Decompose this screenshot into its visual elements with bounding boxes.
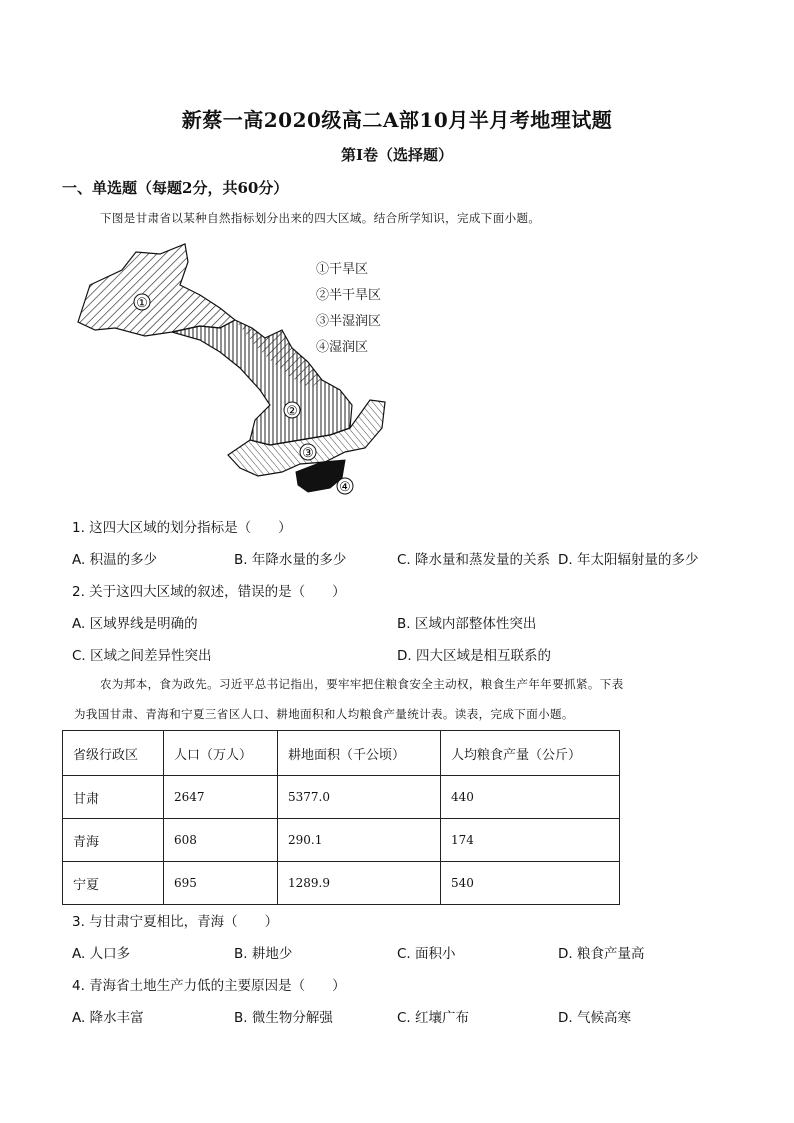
question-3-option-c: C. 面积小 [397, 946, 456, 962]
table-row [63, 862, 620, 905]
table-header-cell: 省级行政区 [63, 731, 164, 776]
question-3-stem: 3. 与甘肃宁夏相比，青海（ ） [72, 914, 279, 930]
question-1-option-a: A. 积温的多少 [72, 552, 158, 568]
legend-arid: ①干旱区 [316, 262, 369, 277]
region-arid [78, 244, 235, 336]
table-cell: 2647 [164, 776, 278, 819]
marker-2: ② [286, 404, 298, 419]
question-4-stem: 4. 青海省土地生产力低的主要原因是（ ） [72, 978, 346, 994]
table-header-cell: 人均粮食产量（公斤） [441, 731, 620, 776]
table-cell: 5377.0 [278, 776, 441, 819]
table-row [63, 776, 620, 819]
table-header-row [63, 731, 620, 776]
question-2-option-a: A. 区域界线是明确的 [72, 616, 198, 632]
table-row [63, 819, 620, 862]
intro-text: 下图是甘肃省以某种自然指标划分出来的四大区域。结合所学知识，完成下面小题。 [100, 211, 541, 225]
table-header-cell: 人口（万人） [164, 731, 278, 776]
table-cell: 174 [441, 819, 620, 862]
gansu-region-map [60, 240, 400, 500]
intro-text-2-line-2: 为我国甘肃、青海和宁夏三省区人口、耕地面积和人均粮食产量统计表。读表，完成下面小题。 [74, 707, 574, 721]
table-cell: 608 [164, 819, 278, 862]
question-4-option-b: B. 微生物分解强 [234, 1010, 333, 1026]
legend-semi-humid: ③半湿润区 [316, 314, 382, 329]
question-2-option-b: B. 区域内部整体性突出 [397, 616, 537, 632]
question-1-option-c: C. 降水量和蒸发量的关系 [397, 552, 551, 568]
question-3-option-a: A. 人口多 [72, 946, 131, 962]
marker-1: ① [136, 296, 148, 311]
table-cell: 宁夏 [63, 862, 164, 905]
section-heading: 一、单选题（每题2分，共60分） [62, 179, 289, 197]
question-4-option-d: D. 气候高寒 [558, 1010, 631, 1026]
question-4-option-a: A. 降水丰富 [72, 1010, 144, 1026]
table-cell: 青海 [63, 819, 164, 862]
table-cell: 695 [164, 862, 278, 905]
marker-3: ③ [302, 446, 314, 461]
question-2-option-c: C. 区域之间差异性突出 [72, 648, 212, 664]
legend-semi-arid: ②半干旱区 [316, 288, 382, 303]
volume-subtitle: 第I卷（选择题） [340, 146, 454, 164]
table-cell: 540 [441, 862, 620, 905]
question-1-stem: 1. 这四大区域的划分指标是（ ） [72, 520, 292, 536]
legend-humid: ④湿润区 [316, 340, 369, 355]
question-3-option-b: B. 耕地少 [234, 946, 293, 962]
marker-4: ④ [339, 480, 351, 495]
question-4-option-c: C. 红壤广布 [397, 1010, 470, 1026]
table-cell: 甘肃 [63, 776, 164, 819]
table-header-cell: 耕地面积（千公顷） [278, 731, 441, 776]
question-1-option-b: B. 年降水量的多少 [234, 552, 347, 568]
statistics-table [62, 730, 620, 905]
page-title: 新蔡一高2020级高二A部10月半月考地理试题 [181, 108, 613, 132]
table-cell: 1289.9 [278, 862, 441, 905]
question-2-option-d: D. 四大区域是相互联系的 [397, 648, 551, 664]
question-2-stem: 2. 关于这四大区域的叙述，错误的是（ ） [72, 584, 346, 600]
question-3-option-d: D. 粮食产量高 [558, 946, 645, 962]
question-1-option-d: D. 年太阳辐射量的多少 [558, 552, 699, 568]
table-cell: 290.1 [278, 819, 441, 862]
table-cell: 440 [441, 776, 620, 819]
intro-text-2-line-1: 农为邦本，食为政先。习近平总书记指出，要牢牢把住粮食安全主动权，粮食生产年年要抓紧。下表 [100, 677, 624, 691]
